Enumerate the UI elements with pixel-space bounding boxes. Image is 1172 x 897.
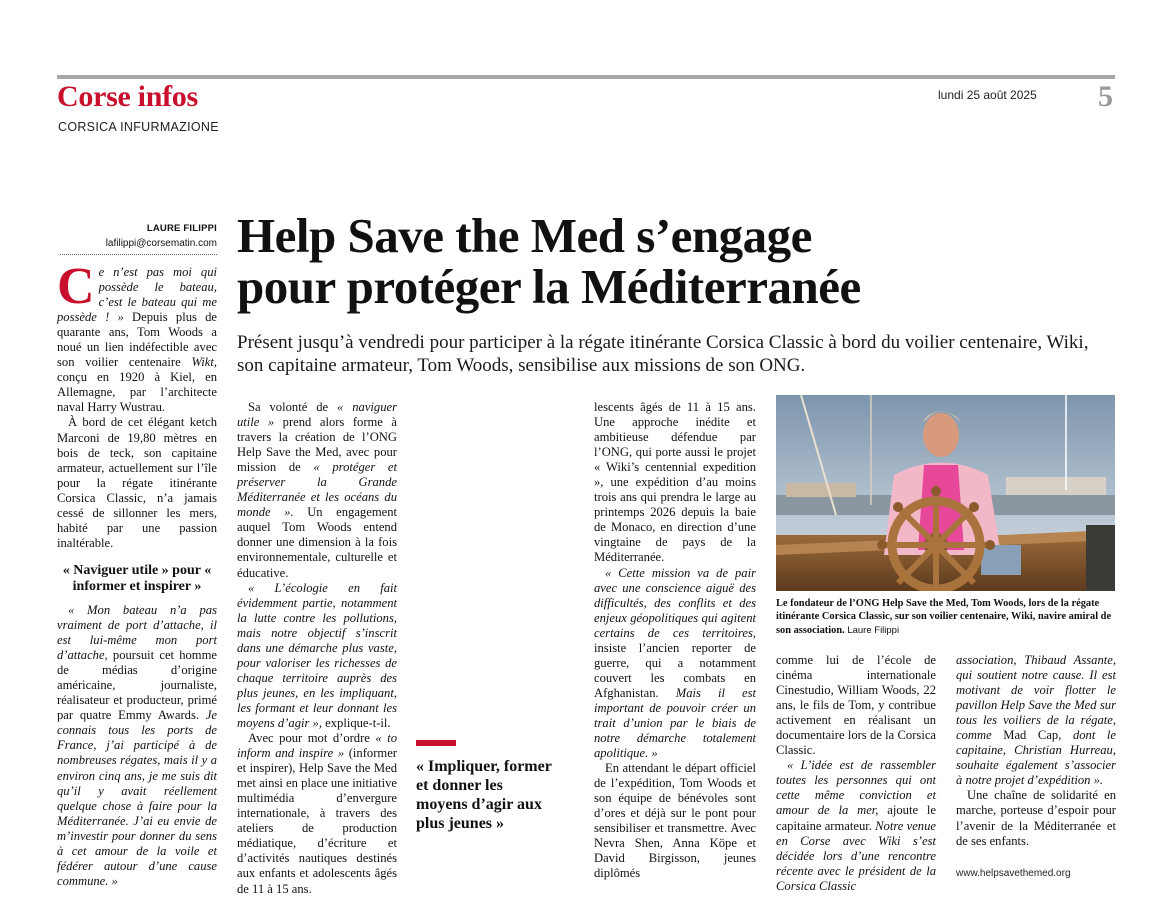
- photo-caption: Le fondateur de l’ONG Help Save the Med, Tom Woods, lors de la régate itinérante Corsica Classic, sur son voilier centenaire, Wiki, navire amiral de son association. Laure Filippi: [776, 598, 1112, 636]
- photo-illustration: [776, 395, 1115, 591]
- headline: [237, 210, 1117, 312]
- article-photo: [776, 395, 1115, 591]
- paragraph: lescents âgés de 11 à 15 ans. Une approche inédite et ambitieuse défendue par l’ONG, qui porte aussi le projet « Wiki’s centennial expedition », une expédition d’au moins trois ans qui prendra le large au printemps 2026 depuis la baie de Monaco, en direction d’une vingtaine de pays de la Méditerranée.: [594, 400, 756, 565]
- paragraph: « Cette mission va de pair avec une conscience aiguë des difficultés, des conflits et des enjeux géopolitiques qui agitent certains de ces territoires, insiste l’ancien reporter de guerre, qui a notamment couvert les combats en Afghanistan. Mais il est important de pouvoir créer un trait d’union par le biais de notre démarche totalement apolitique. »: [594, 565, 756, 761]
- paragraph: Une chaîne de solidarité en marche, porteuse d’espoir pour l’avenir de la Méditerranée et de ses enfants.: [956, 788, 1116, 848]
- byline-email[interactable]: lafilippi@corsematin.com: [105, 238, 217, 249]
- section-title: Corse infos: [57, 80, 198, 113]
- distant-boat: [1006, 477, 1106, 495]
- pullquote-accent-bar: [416, 740, 456, 746]
- paragraph: « L’idée est de rassembler toutes les personnes qui ont cette même conviction et amour de la mer, ajoute le capitaine armateur. Notre venue en Corse avec Wiki s’est décidée lors d’une rencontre récente avec le président de la Corsica Classic: [776, 758, 936, 893]
- article-column-3: [594, 400, 756, 882]
- subheading: « Naviguer utile » pour « informer et inspirer »: [62, 563, 212, 594]
- photo-credit: Laure Filippi: [847, 624, 900, 636]
- headline-line-2: pour protéger la Méditerranée: [237, 259, 861, 314]
- article-column-1-continued: [57, 603, 217, 889]
- drop-cap: C: [57, 258, 95, 315]
- headline-line-1: Help Save the Med s’engage: [237, 208, 812, 263]
- article-column-5: [956, 653, 1116, 849]
- lead-paragraph: Ce n’est pas moi qui possède le bateau, c’est le bateau qui me possède ! » Depuis plus de quarante ans, Tom Woods a noué un lien indéfectible avec son voilier centenaire Wikt, conçu en 1920 à Kiel, en Allemagne, par l’architecte naval Harry Wustrau.: [57, 258, 217, 415]
- man-shorts: [981, 545, 1021, 575]
- article-column-1: [57, 258, 217, 551]
- standfirst: Présent jusqu’à vendredi pour participer à la régate itinérante Corsica Classic à bord du voilier centenaire, Wiki, son capitaine armateur, Tom Woods, sensibilise aux missions de son ONG.: [237, 332, 1089, 376]
- paragraph: « Mon bateau n’a pas vraiment de port d’attache, il est lui-même mon port d’attache, poursuit cet homme de médias d’origine américaine, journaliste, réalisateur et producteur, primé par quatre Emmy Awards. Je connais tous les ports de France, j’ai participé à de nombreuses régates, mais il y a environ cinq ans, je me suis dit qu’il y avait réellement quelque chose à faire pour la Méditerranée. J’ai eu envie de m’investir pour donner du sens à cet amour de la voile et fédérer autour d’une cause commune. »: [57, 603, 217, 888]
- paragraph: En attendant le départ officiel de l’expédition, Tom Woods et son équipe de bénévoles sont d’ores et déjà sur le pont pour sensibiliser et transmettre. Avec Nevra Shen, Anna Köpe et David Birgisson, jeunes diplômés: [594, 761, 756, 881]
- issue-date: lundi 25 août 2025: [938, 88, 1037, 102]
- paragraph: association, Thibaud Assante, qui soutient notre cause. Il est motivant de voir flotter le pavillon Help Save the Med sur tous les voiliers de la régate, comme Mad Cap, dont le capitaine, Christian Hurreau, souhaite également s’associer à notre projet d’expédition ».: [956, 653, 1116, 788]
- paragraph: comme lui de l’école de cinéma internationale Cinestudio, William Woods, 22 ans, le fils de Tom, y contribue activement en réalisant un documentaire lors de la Corsica Classic.: [776, 653, 936, 758]
- paragraph: Sa volonté de « naviguer utile » prend alors forme à travers la création de l’ONG Help Save the Med, avec pour mission de « protéger et préserver la Grande Méditerranée et les océans du monde ». Un engagement auquel Tom Woods entend donner une dimension à la fois environnementale, culturelle et éducative.: [237, 400, 398, 580]
- website-link[interactable]: www.helpsavethemed.org: [956, 868, 1071, 879]
- section-subtitle: CORSICA INFURMAZIONE: [58, 120, 219, 134]
- byline-divider: [60, 254, 217, 255]
- harbor-buildings: [786, 483, 856, 497]
- paragraph: Avec pour mot d’ordre « to inform and inspire » (informer et inspirer), Help Save the Med met ainsi en place une initiative multimédia d’envergure internationale, à travers des ateliers de production médiatique, d’écriture et d’activités nautiques destinés aux enfants et adolescents âgés de 11 à 15 ans.: [237, 731, 398, 896]
- paragraph: À bord de cet élégant ketch Marconi de 19,80 mètres en bois de teck, son capitaine armateur, actuellement sur l’île pour la régate itinérante Corsica Classic, n’a jamais cessé de sillonner les mers, habité par une passion inaltérable.: [57, 415, 217, 550]
- pullquote: « Impliquer, former et donner les moyens d’agir aux plus jeunes »: [416, 758, 552, 832]
- top-rule: [57, 75, 1115, 79]
- paragraph: « L’écologie en fait évidemment partie, notamment la lutte contre les pollutions, mais notre objectif s’inscrit dans une démarche plus vaste, pour valoriser les richesses de chaque territoire auprès des plus jeunes, en les impliquant, les formant et leur donnant les moyens d’agir », explique-t-il.: [237, 580, 397, 730]
- man-head: [923, 413, 959, 457]
- rope-coil: [1086, 525, 1115, 591]
- page-number: 5: [1098, 80, 1113, 113]
- article-column-4: [776, 653, 936, 894]
- byline-author: LAURE FILIPPI: [146, 223, 217, 234]
- article-column-2: [237, 400, 397, 897]
